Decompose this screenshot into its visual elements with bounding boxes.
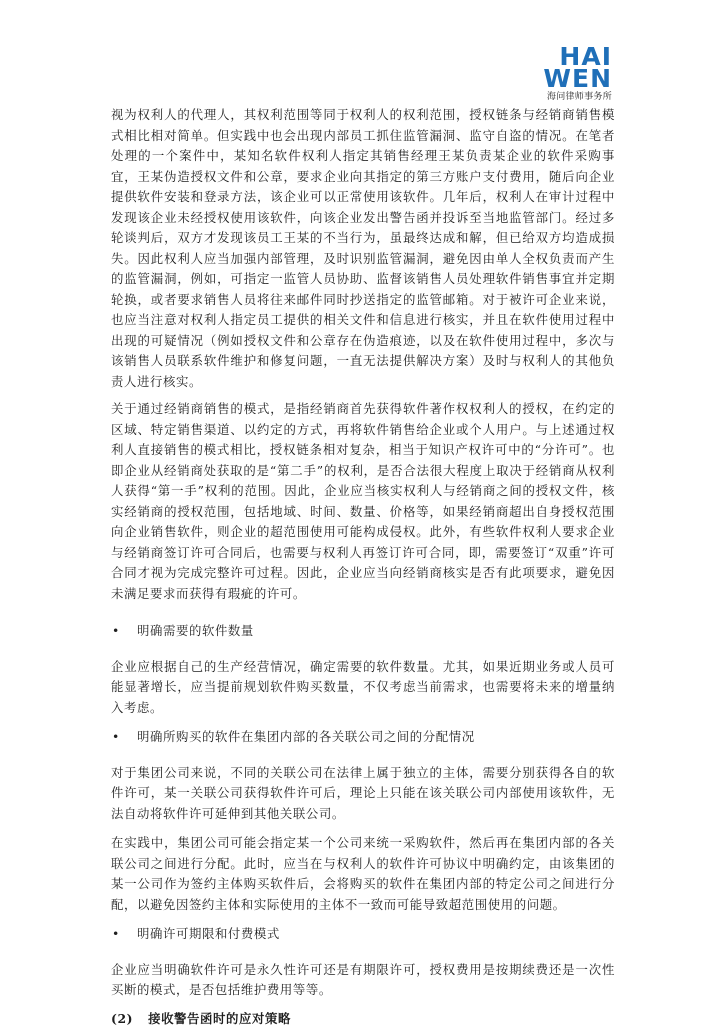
paragraph-group-practice: 在实践中，集团公司可能会指定某一个公司来统一采购软件，然后再在集团内部的各关联公司之间进行分配。此时，应当在与权利人的软件许可协议中明确约定，由该集团的某一公司作为签约主体购买软件后，会将购买的软件在集团内部的特定公司之间进行分配，以避免因签约主体和实际使用的主体不一致而可能导致超范围使用的问题。: [111, 833, 615, 915]
paragraph-group-companies: 对于集团公司来说，不同的关联公司在法律上属于独立的主体，需要分别获得各自的软件许可，某一关联公司获得软件许可后，理论上只能在该关联公司内部使用该软件，无法自动将软件许可延伸到其他关联公司。: [111, 763, 615, 825]
bullet-label: 明确需要的软件数量: [137, 623, 254, 638]
paragraph-software-quantity: 企业应根据自己的生产经营情况，确定需要的软件数量。尤其，如果近期业务或人员可能显著增长，应当提前规划软件购买数量，不仅考虑当前需求，也需要将未来的增量纳入考虑。: [111, 657, 615, 719]
bullet-group-allocation: [111, 727, 615, 748]
bullet-label: 明确许可期限和付费模式: [137, 926, 280, 941]
bullet-icon: •: [112, 621, 120, 642]
logo-line-wen: WEN: [512, 68, 612, 90]
paragraph-distributor-sales: 关于通过经销商销售的模式，是指经销商首先获得软件著作权权利人的授权，在约定的区域、特定销售渠道、以约定的方式，再将软件销售给企业或个人用户。与上述通过权利人直接销售的模式相比，授权链条相对复杂，相当于知识产权许可中的“分许可”。也即企业从经销商处获取的是“第二手”的权利，是否合法很大程度上取决于经销商从权利人获得“第一手”权利的范围。因此，企业应当核实权利人与经销商之间的授权文件，核实经销商的授权范围，包括地域、时间、数量、价格等，如果经销商超出自身授权范围向企业销售软件，则企业的超范围使用可能构成侵权。此外，有些软件权利人要求企业与经销商签订许可合同后，也需要与权利人再签订许可合同，即，需要签订“双重”许可合同才视为完成完整许可过程。因此，企业应当向经销商核实是否有此项要求，避免因未满足要求而获得有瑕疵的许可。: [111, 399, 615, 604]
bullet-icon: •: [112, 924, 120, 945]
document-body: [111, 105, 615, 1029]
paragraph-agent-authorization: 视为权利人的代理人，其权利范围等同于权利人的权利范围，授权链条与经销商销售模式相比相对简单。但实践中也会出现内部员工抓住监管漏洞、监守自盗的情况。在笔者处理的一个案件中，某知名软件权利人指定其销售经理王某负责某企业的软件采购事宜，王某伪造授权文件和公章，要求企业向其指定的第三方账户支付费用，随后向企业提供软件安装和登录方法，该企业可以正常使用该软件。几年后，权利人在审计过程中发现该企业未经授权使用该软件，向该企业发出警告函并投诉至当地监管部门。经过多轮谈判后，双方才发现该员工王某的不当行为，虽最终达成和解，但已给双方均造成损失。因此权利人应当加强内部管理，及时识别监管漏洞，避免因由单人全权负责而产生的监管漏洞，例如，可指定一监管人员协助、监督该销售人员处理软件销售事宜并定期轮换，或者要求销售人员将往来邮件同时抄送指定的监管邮箱。对于被许可企业来说，也应当注意对权利人指定员工提供的相关文件和信息进行核实，并且在软件使用过程中出现的可疑情况（例如授权文件和公章存在伪造痕迹，以及在软件使用过程中，多次与该销售人员联系软件维护和修复问题，一直无法提供解决方案）及时与权利人的其他负责人进行核实。: [111, 105, 615, 392]
bullet-icon: •: [112, 727, 120, 748]
haiwen-logo: [512, 46, 612, 103]
bullet-label: 明确所购买的软件在集团内部的各关联公司之间的分配情况: [137, 729, 475, 744]
bullet-license-term: [111, 924, 615, 945]
section-heading: [111, 1009, 615, 1029]
section-title: 接收警告函时的应对策略: [148, 1011, 291, 1026]
bullet-software-quantity: [111, 621, 615, 642]
paragraph-license-term: 企业应当明确软件许可是永久性许可还是有期限许可，授权费用是按期续费还是一次性买断的模式，是否包括维护费用等等。: [111, 960, 615, 1001]
logo-subtitle: 海问律师事务所: [512, 91, 612, 103]
section-number: (2): [111, 1011, 133, 1026]
logo-line-hai: HAI: [512, 46, 612, 68]
